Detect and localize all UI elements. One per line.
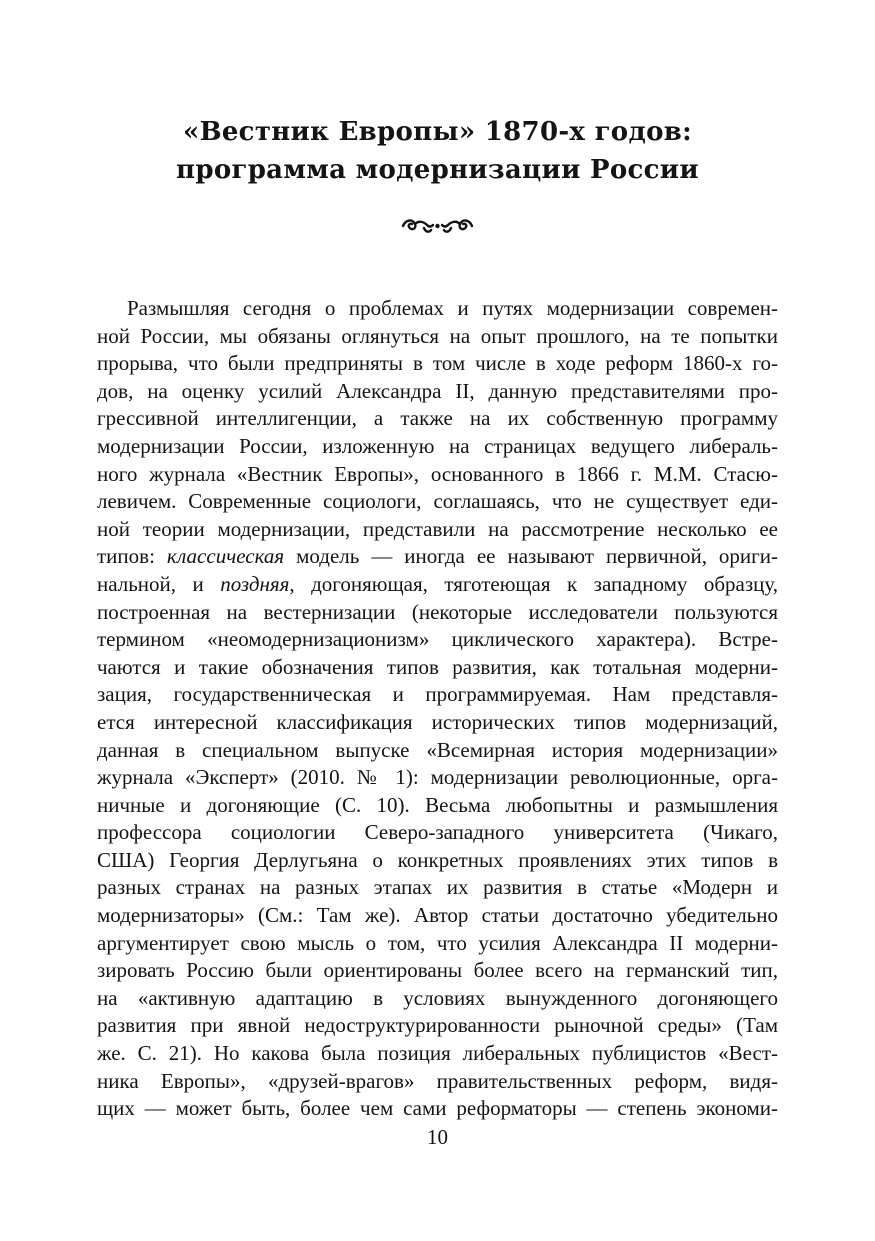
text-run: модель — иногда ее называют первичной, ориги-	[284, 544, 778, 569]
text-line: ной России, мы обязаны оглянуться на опыт прошлого, на те попытки	[97, 323, 778, 348]
text-line: ничные и догоняющие (С. 10). Весьма любопытны и размышления	[97, 792, 778, 817]
text-line: профессора социологии Северо-западного университета (Чикаго,	[97, 820, 778, 845]
page-number: 10	[427, 1125, 448, 1149]
text-line: прорыва, что были предприняты в том числе в ходе реформ 1860-х го-	[97, 351, 778, 376]
italic-term: поздняя	[220, 571, 290, 596]
text-line: термином «неомодернизационизм» циклического характера). Встре-	[97, 627, 778, 652]
text-line: Размышляя сегодня о проблемах и путях модернизации современ-	[127, 296, 778, 320]
chapter-body-text	[97, 295, 778, 1123]
text-line: ника Европы», «друзей-врагов» правительственных реформ, видя-	[97, 1068, 778, 1093]
text-line: зация, государственническая и программируемая. Нам представля-	[97, 682, 778, 707]
text-line: развития при явной недоструктурированности рыночной среды» (Там	[97, 1013, 778, 1038]
text-line: грессивной интеллигенции, а также на их собственную программу	[97, 406, 778, 431]
text-line: чаются и такие обозначения типов развития, как тотальная модерни-	[97, 654, 778, 679]
text-line: щих — может быть, более чем сами реформаторы — степень экономи-	[97, 1096, 778, 1121]
text-line: модернизации России, изложенную на страницах ведущего либераль-	[97, 433, 778, 458]
text-line	[97, 571, 778, 599]
italic-term: классическая	[166, 544, 285, 569]
text-line: же. С. 21). Но какова была позиция либеральных публицистов «Вест-	[97, 1041, 778, 1066]
text-line: ется интересной классификация исторических типов модернизаций,	[97, 709, 778, 734]
text-run: нальной, и	[97, 571, 221, 596]
text-run: типов:	[97, 544, 167, 569]
ornamental-divider-icon	[400, 214, 475, 236]
text-line: аргументирует свою мысль о том, что усилия Александра II модерни-	[97, 930, 778, 955]
text-line: разных странах на разных этапах их развития в статье «Модерн и	[97, 875, 778, 900]
text-line: ной теории модернизации, представили на рассмотрение несколько ее	[97, 516, 778, 541]
text-line: журнала «Эксперт» (2010. № 1): модернизации революционные, орга-	[97, 765, 778, 790]
text-line: левичем. Современные социологи, соглашаясь, что не существует еди-	[97, 489, 778, 514]
text-line: модернизаторы» (См.: Там же). Автор статьи достаточно убедительно	[97, 903, 778, 928]
text-line: данная в специальном выпуске «Всемирная история модернизации»	[97, 737, 778, 762]
text-line: зировать Россию были ориентированы более всего на германский тип,	[97, 958, 778, 983]
text-run: , догоняющая, тяготеющая к западному образцу,	[289, 571, 779, 596]
text-line: на «активную адаптацию в условиях вынужденного догоняющего	[97, 985, 778, 1010]
text-line: ного журнала «Вестник Европы», основанного в 1866 г. М.М. Стасю-	[97, 461, 778, 486]
chapter-title-line-1: «Вестник Европы» 1870-х годов:	[183, 117, 692, 147]
text-line: США) Георгия Дерлугьяна о конкретных проявлениях этих типов в	[97, 847, 778, 872]
chapter-title-line-2: программа модернизации России	[176, 155, 699, 185]
text-line: дов, на оценку усилий Александра II, данную представителями про-	[97, 378, 778, 403]
text-line: построенная на вестернизации (некоторые исследователи пользуются	[97, 599, 778, 624]
text-line	[97, 543, 778, 571]
